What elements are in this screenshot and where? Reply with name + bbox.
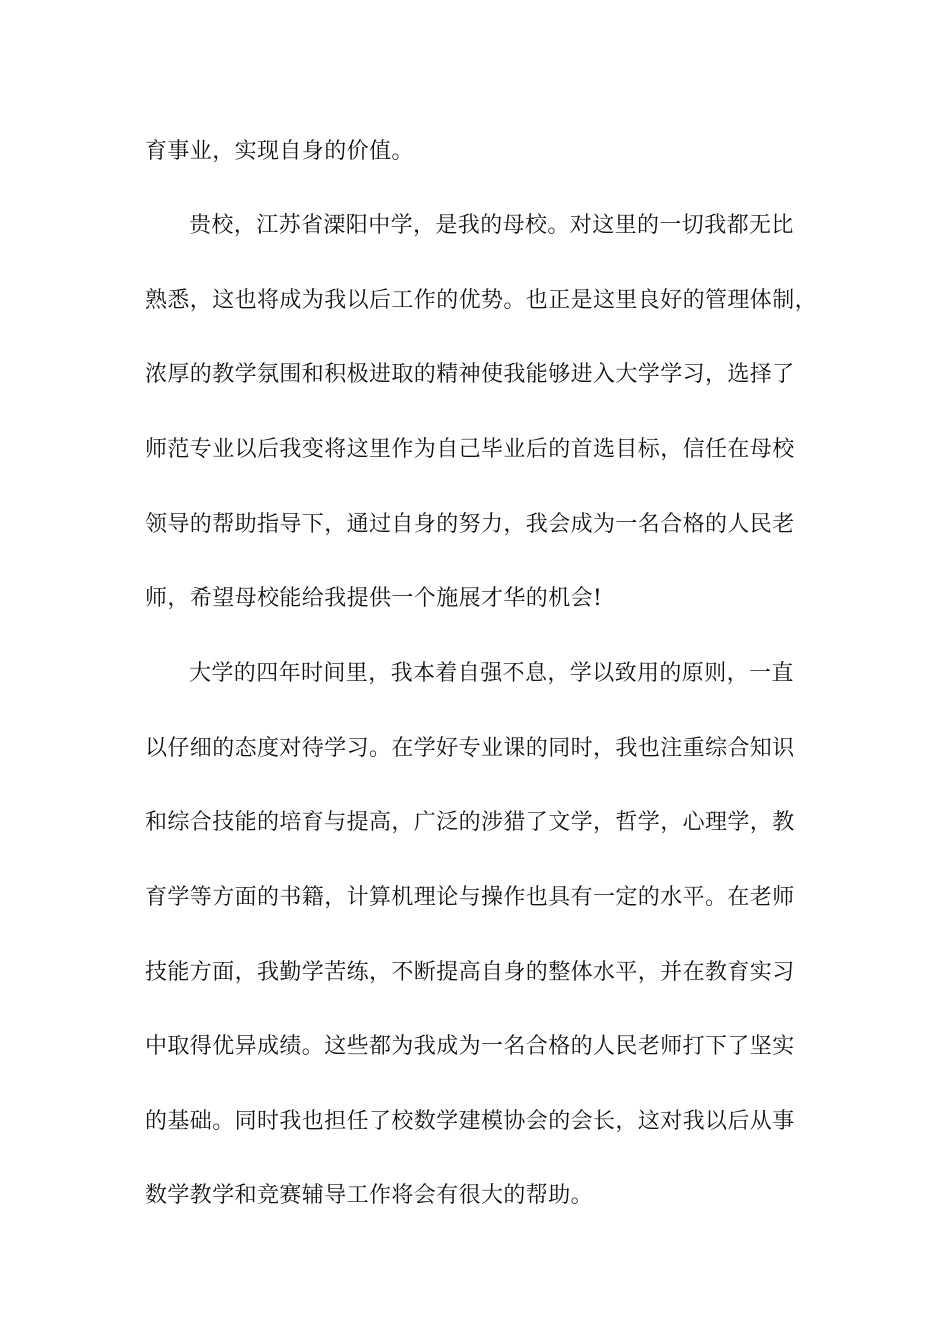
text-line: 的基础。同时我也担任了校数学建模协会的会长，这对我以后从事 [145,1109,795,1134]
text-line: 中取得优异成绩。这些都为我成为一名合格的人民老师打下了坚实 [145,1034,795,1059]
text-line: 领导的帮助指导下，通过自身的努力，我会成为一名合格的人民老 [145,512,795,537]
text-line: 育事业，实现自身的价值。 [145,139,414,164]
text-line: 师，希望母校能给我提供一个施展才华的机会! [145,586,603,611]
text-line: 浓厚的教学氛围和积极进取的精神使我能够进入大学学习，选择了 [145,362,795,387]
paragraph-start-line: 大学的四年时间里，我本着自强不息，学以致用的原则，一直 [189,661,794,686]
text-line: 熟悉，这也将成为我以后工作的优势。也正是这里良好的管理体制， [145,288,818,313]
text-line: 和综合技能的培育与提高，广泛的涉猎了文学，哲学，心理学，教 [145,810,795,835]
text-line: 育学等方面的书籍，计算机理论与操作也具有一定的水平。在老师 [145,885,795,910]
paragraph-start-line: 贵校，江苏省溧阳中学，是我的母校。对这里的一切我都无比 [189,213,794,238]
text-line: 技能方面，我勤学苦练，不断提高自身的整体水平，并在教育实习 [145,960,795,985]
text-line: 数学教学和竞赛辅导工作将会有很大的帮助。 [145,1183,594,1208]
text-line: 师范专业以后我变将这里作为自己毕业后的首选目标，信任在母校 [145,437,795,462]
text-line: 以仔细的态度对待学习。在学好专业课的同时，我也注重综合知识 [145,736,795,761]
